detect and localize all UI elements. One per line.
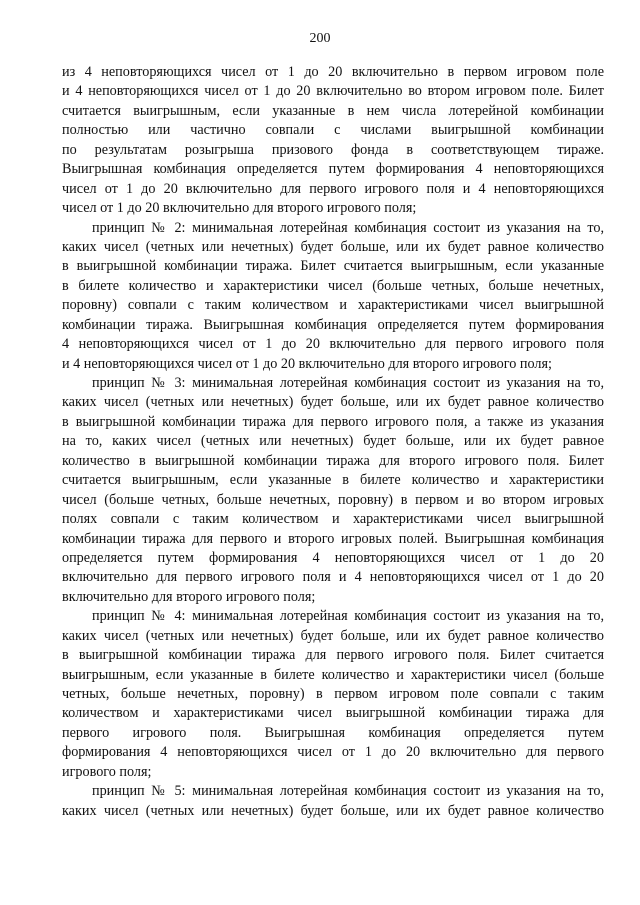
- body-text: [62, 63, 604, 821]
- text-line: игрового поля;: [62, 763, 152, 780]
- text-line: считается выигрышным, если указанные в билете количество и характеристики: [62, 472, 604, 489]
- paragraph-first-line: принцип № 3: минимальная лотерейная комбинация состоит из указания на то,: [92, 375, 604, 391]
- text-line: в выигрышной комбинации тиража. Билет считается выигрышным, если указанные: [62, 258, 604, 275]
- paragraph-first-line: принцип № 2: минимальная лотерейная комбинация состоит из указания на то,: [92, 219, 604, 236]
- text-line: включительно для второго игрового поля;: [62, 588, 316, 605]
- text-line: полях совпали с таким количеством и характеристиками чисел выигрышной: [62, 511, 604, 528]
- text-line: формирования 4 неповторяющихся чисел от 1 до 20 включительно для первого: [62, 744, 604, 761]
- text-line: каких чисел (четных или нечетных) будет больше, или их будет равное количество: [62, 394, 604, 411]
- text-line: и 4 неповторяющихся чисел от 1 до 20 включительно для второго игрового поля;: [62, 355, 552, 372]
- text-line: определяется путем формирования 4 неповторяющихся чисел от 1 до 20: [62, 549, 604, 566]
- text-line: полностью или частично совпали с числами выигрышной комбинации: [62, 122, 604, 139]
- text-line: включительно для первого игрового поля и 4 неповторяющихся чисел от 1 до 20: [62, 569, 604, 586]
- text-line: Выигрышная комбинация определяется путем формирования 4 неповторяющихся: [62, 161, 604, 178]
- text-line: считается выигрышным, если указанные в нем числа лотерейной комбинации: [62, 102, 604, 119]
- text-line: в выигрышной комбинации тиража для первого игрового поля. Билет считается: [62, 647, 604, 664]
- text-line: комбинации тиража для первого и второго игровых полей. Выигрышная комбинация: [62, 530, 604, 547]
- text-line: чисел от 1 до 20 включительно для первого игрового поля и 4 неповторяющихся: [62, 180, 604, 197]
- text-line: в билете количество и характеристики чисел (больше четных, больше нечетных,: [62, 277, 604, 294]
- text-line: чисел от 1 до 20 включительно для второго игрового поля;: [62, 200, 417, 217]
- text-line: каких чисел (четных или нечетных) будет больше, или их будет равное количество: [62, 802, 604, 819]
- text-line: 4 неповторяющихся чисел от 1 до 20 включительно для первого игрового поля: [62, 336, 604, 353]
- text-line: и 4 неповторяющихся чисел от 1 до 20 включительно во втором игровом поле. Билет: [62, 83, 604, 100]
- text-line: количество в выигрышной комбинации тиража для второго игрового поля. Билет: [62, 452, 604, 469]
- text-line: первого игрового поля. Выигрышная комбинация определяется путем: [62, 724, 604, 741]
- text-line: каких чисел (четных или нечетных) будет больше, или их будет равное количество: [62, 627, 604, 644]
- text-line: выигрышным, если указанные в билете количество и характеристики чисел (больше: [62, 666, 604, 683]
- text-line: на то, каких чисел (четных или нечетных) будет больше, или их будет равное: [62, 433, 604, 450]
- text-line: каких чисел (четных или нечетных) будет больше, или их будет равное количество: [62, 238, 604, 255]
- text-line: поровну) совпали с таким количеством и характеристиками чисел выигрышной: [62, 297, 604, 314]
- text-line: количеством и характеристиками чисел выигрышной комбинации тиража для: [62, 705, 604, 722]
- text-line: по результатам розыгрыша призового фонда в соответствующем тираже.: [62, 141, 604, 158]
- paragraph-first-line: принцип № 4: минимальная лотерейная комбинация состоит из указания на то,: [92, 608, 604, 625]
- text-line: чисел (больше четных, больше нечетных, поровну) в первом и во втором игровых: [62, 491, 604, 508]
- text-line: в выигрышной комбинации тиража для первого игрового поля, а также из указания: [62, 413, 604, 430]
- text-line: комбинации тиража. Выигрышная комбинация определяется путем формирования: [62, 316, 604, 333]
- page-number: 200: [309, 31, 331, 46]
- text-line: четных, больше нечетных, поровну) в первом игровом поле совпали с таким: [62, 686, 604, 702]
- text-line: из 4 неповторяющихся чисел от 1 до 20 включительно в первом игровом поле: [62, 64, 604, 80]
- paragraph-first-line: принцип № 5: минимальная лотерейная комбинация состоит из указания на то,: [92, 783, 604, 800]
